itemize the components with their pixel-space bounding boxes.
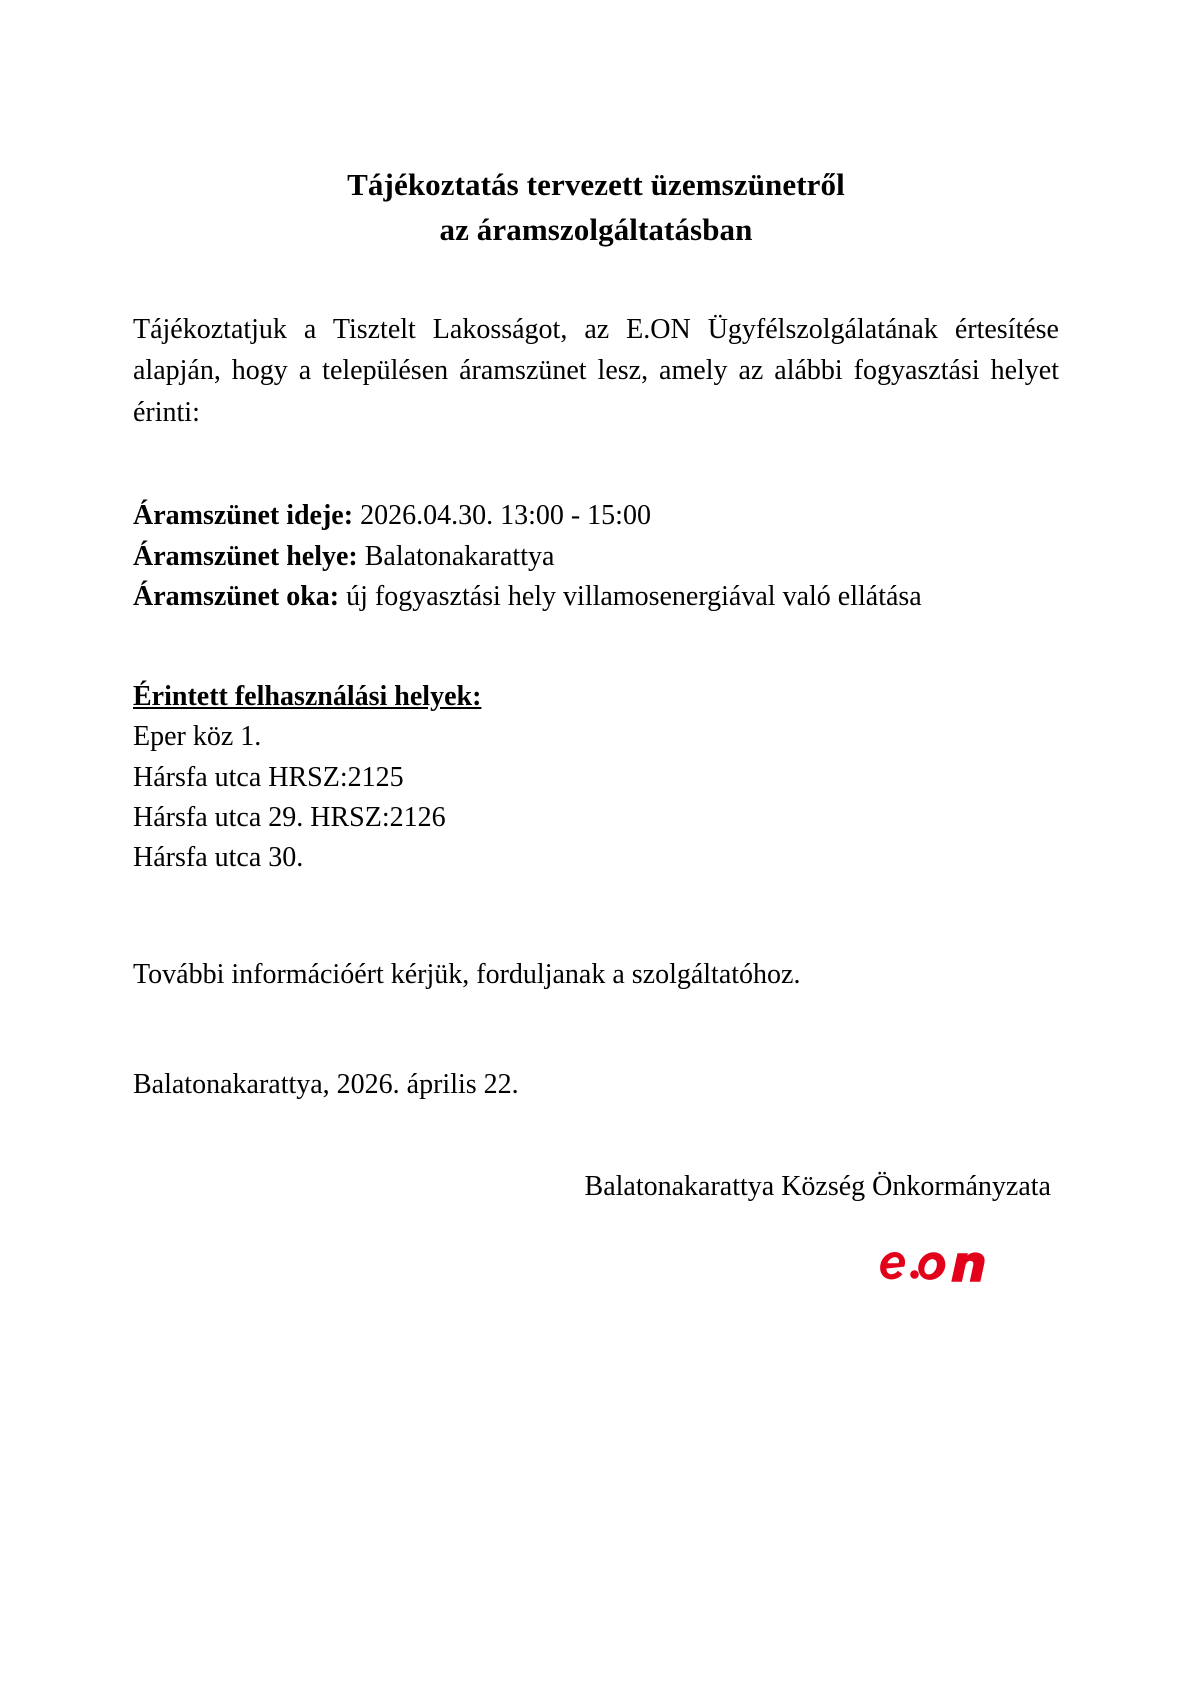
signature-line: Balatonakarattya Község Önkormányzata <box>584 1171 1051 1203</box>
detail-value-place: Balatonakarattya <box>364 540 555 572</box>
list-item: Hársfa utca 29. HRSZ:2126 <box>133 802 446 834</box>
further-information-line: További információért kérjük, forduljanak a szolgáltatóhoz. <box>133 958 801 990</box>
eon-logo <box>867 1236 999 1294</box>
title-line-1: Tájékoztatás tervezett üzemszünetről <box>347 167 845 202</box>
detail-row <box>133 496 1059 536</box>
outage-details <box>133 496 1059 617</box>
detail-row <box>133 537 1059 577</box>
detail-label-reason: Áramszünet oka: <box>133 580 340 612</box>
date-line: Balatonakarattya, 2026. április 22. <box>133 1069 519 1100</box>
detail-row <box>133 577 1059 617</box>
page-title <box>133 0 1059 253</box>
detail-label-time: Áramszünet ideje: <box>133 500 354 532</box>
detail-value-time: 2026.04.30. 13:00 - 15:00 <box>360 500 651 532</box>
logo-container <box>133 1236 1059 1299</box>
list-item: Hársfa utca HRSZ:2125 <box>133 761 404 793</box>
affected-places-heading: Érintett felhasználási helyek: <box>133 681 482 713</box>
detail-label-place: Áramszünet helye: <box>133 540 358 572</box>
list-item: Hársfa utca 30. <box>133 842 304 874</box>
intro-paragraph: Tájékoztatjuk a Tisztelt Lakosságot, az E.ON Ügyfélszolgálatának értesítése alapján, hogy a településen áramszünet lesz, amely az alábbi fogyasztási helyet érinti: <box>133 313 1059 428</box>
affected-places <box>133 677 1059 879</box>
title-line-2: az áramszolgáltatásban <box>439 211 753 247</box>
detail-value-reason: új fogyasztási hely villamosenergiával való ellátása <box>346 580 922 612</box>
list-item: Eper köz 1. <box>133 721 262 753</box>
